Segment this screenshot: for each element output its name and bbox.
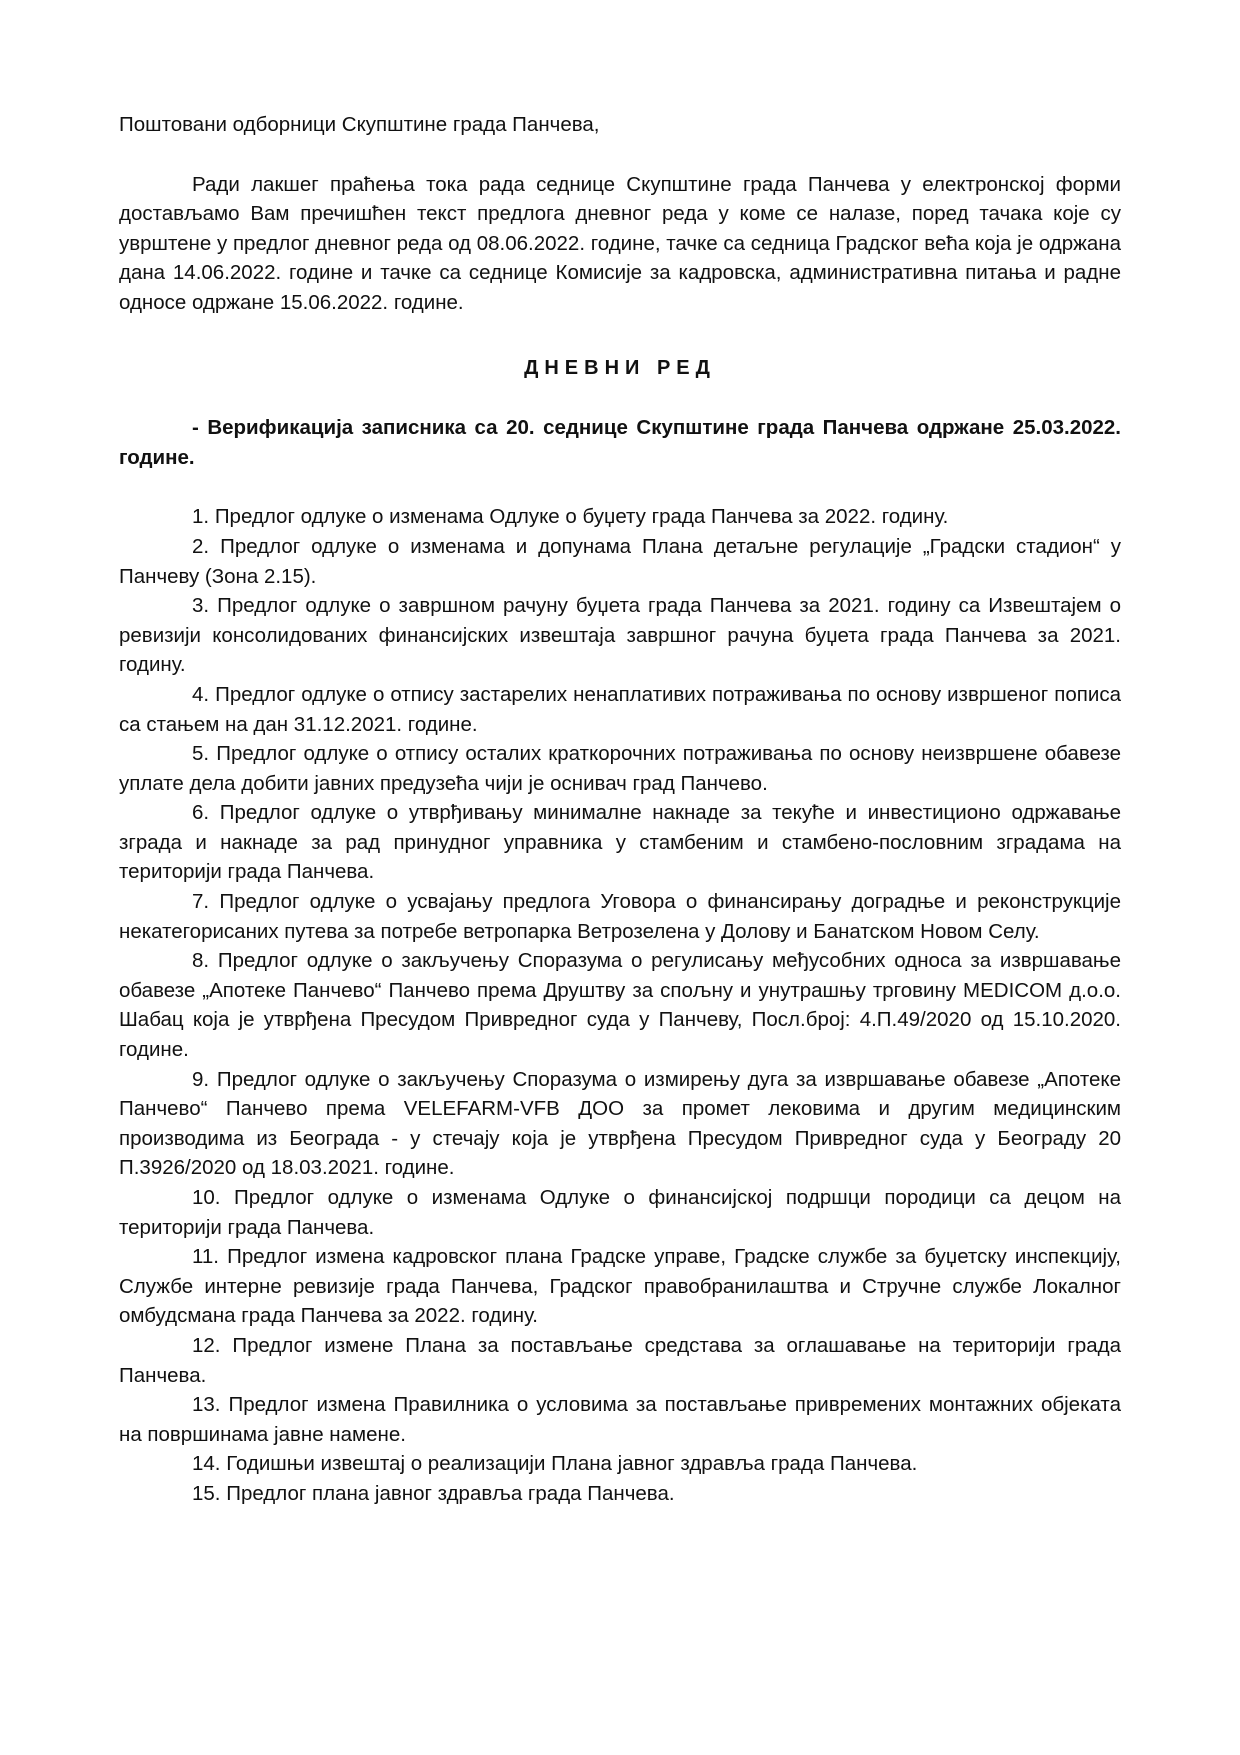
- agenda-item-text: Предлог одлуке о утврђивању минималне накнаде за текуће и инвестиционо одржавање зграда и накнаде за рад принудног управника у стамбеним и стамбено-пословним зградама на територији града Панчева.: [119, 801, 1121, 884]
- agenda-item: [119, 1331, 1121, 1390]
- agenda-item-text: Предлог измена кадровског плана Градске управе, Градске службе за буџетску инспекцију, Службе интерне ревизије града Панчева, Градског правобранилаштва и Стручне службе Локалног омбудсмана града Панчева за 2022. годину.: [119, 1245, 1122, 1328]
- agenda-item-text: Предлог одлуке о отпису застарелих ненаплативих потраживања по основу извршеног пописа са стањем на дан 31.12.2021. године.: [119, 682, 1121, 736]
- agenda-item: [119, 1242, 1121, 1331]
- agenda-item-number: 12.: [192, 1333, 221, 1357]
- agenda-title: ДНЕВНИ РЕД: [524, 356, 716, 379]
- agenda-item: [119, 591, 1121, 680]
- agenda-item-text: Предлог одлуке о закључењу Споразума о измирењу дуга за извршавање обавезе „Апотеке Панчево“ Панчево према VELEFARM-VFB ДОО за промет лековима и другим медицинским производима из Београда - у стечају која је утврђена Пресудом Привредног суда у Београду 20 П.3926/2020 од 18.03.2021. године.: [119, 1067, 1122, 1180]
- agenda-item-number: 10.: [192, 1186, 221, 1209]
- agenda-item: [119, 1479, 1121, 1509]
- agenda-item-number: 7.: [192, 890, 210, 914]
- agenda-item-text: Предлог одлуке о закључењу Споразума о регулисању међусобних односа за извршавање обавезе „Апотеке Панчево“ Панчево према Друштву за спољну и унутрашњу трговину MEDICOM д.о.о. Шабац која је утврђена Пресудом Привредног суда у Панчеву, Посл.број: 4.П.49/2020 од 15.10.2020. године.: [119, 949, 1121, 1062]
- agenda-item: [119, 739, 1121, 798]
- agenda-item-text: Предлог одлуке о усвајању предлога Уговора о финансирању доградње и реконструкције некатегорисаних путева за потребе ветропарка Ветрозелена у Долову и Банатском Новом Селу.: [119, 890, 1122, 943]
- agenda-item-number: 15.: [192, 1481, 221, 1505]
- agenda-list: [119, 502, 1121, 1508]
- agenda-item-text: Годишњи извештај о реализацији Плана јавног здравља града Панчева.: [226, 1452, 918, 1476]
- agenda-item-text: Предлог одлуке о отпису осталих краткорочних потраживања по основу неизвршене обавезе уплате дела добити јавних предузећа чији је оснивач град Панчево.: [119, 742, 1122, 795]
- agenda-item-text: Предлог плана јавног здравља града Панчева.: [226, 1481, 675, 1505]
- agenda-item-number: 9.: [192, 1067, 210, 1091]
- agenda-item: [119, 887, 1121, 946]
- agenda-item: [119, 1183, 1121, 1242]
- agenda-item-number: 1.: [192, 505, 210, 529]
- agenda-item: [119, 532, 1121, 591]
- verification-item: - Верификација записника са 20. седнице Скупштине града Панчева одржане 25.03.2022. године.: [119, 416, 1121, 469]
- agenda-item: [119, 1065, 1121, 1183]
- agenda-item-text: Предлог одлуке о завршном рачуну буџета града Панчева за 2021. годину са Извештајем о ревизији консолидованих финансијских извештаја завршног рачуна буџета града Панчева за 2021. годину.: [119, 594, 1121, 677]
- agenda-item-number: 14.: [192, 1452, 221, 1476]
- agenda-item-text: Предлог одлуке о изменама Одлуке о буџету града Панчева за 2022. годину.: [214, 505, 949, 529]
- agenda-item-text: Предлог одлуке о изменама и допунама Плана детаљне регулације „Градски стадион“ у Панчеву (Зона 2.15).: [119, 534, 1121, 588]
- agenda-item: [119, 1449, 1121, 1479]
- agenda-item: [119, 1390, 1121, 1449]
- salutation: Поштовани одборници Скупштине града Панчева,: [119, 113, 600, 136]
- intro-paragraph: Ради лакшег праћења тока рада седнице Скупштине града Панчева у електронској форми достављамо Вам пречишћен текст предлога дневног реда у коме се налазе, поред тачака које су уврштене у предлог дневног реда од 08.06.2022. године, тачке са седница Градског већа која је одржана дана 14.06.2022. године и тачке са седнице Комисије за кадровска, административна питања и радне односе одржане 15.06.2022. године.: [119, 172, 1121, 314]
- agenda-item-text: Предлог измена Правилника о условима за постављање привремених монтажних објеката на површинама јавне намене.: [119, 1393, 1121, 1446]
- agenda-item: [119, 680, 1121, 739]
- agenda-item: [119, 798, 1121, 887]
- agenda-item-number: 3.: [192, 594, 210, 618]
- document-page: [119, 110, 1121, 1509]
- agenda-item-number: 4.: [192, 682, 210, 706]
- agenda-item-number: 2.: [192, 534, 210, 558]
- agenda-item: [119, 502, 1121, 532]
- agenda-item-number: 11.: [192, 1245, 219, 1269]
- agenda-item-number: 13.: [192, 1393, 221, 1417]
- agenda-item-number: 8.: [192, 949, 210, 973]
- agenda-item: [119, 946, 1121, 1064]
- agenda-item-text: Предлог измене Плана за постављање средстава за оглашавање на територији града Панчева.: [119, 1333, 1121, 1387]
- agenda-item-number: 6.: [192, 801, 210, 825]
- agenda-item-number: 5.: [192, 742, 210, 766]
- agenda-item-text: Предлог одлуке о изменама Одлуке о финансијској подршци породици са децом на територији града Панчева.: [119, 1186, 1121, 1239]
